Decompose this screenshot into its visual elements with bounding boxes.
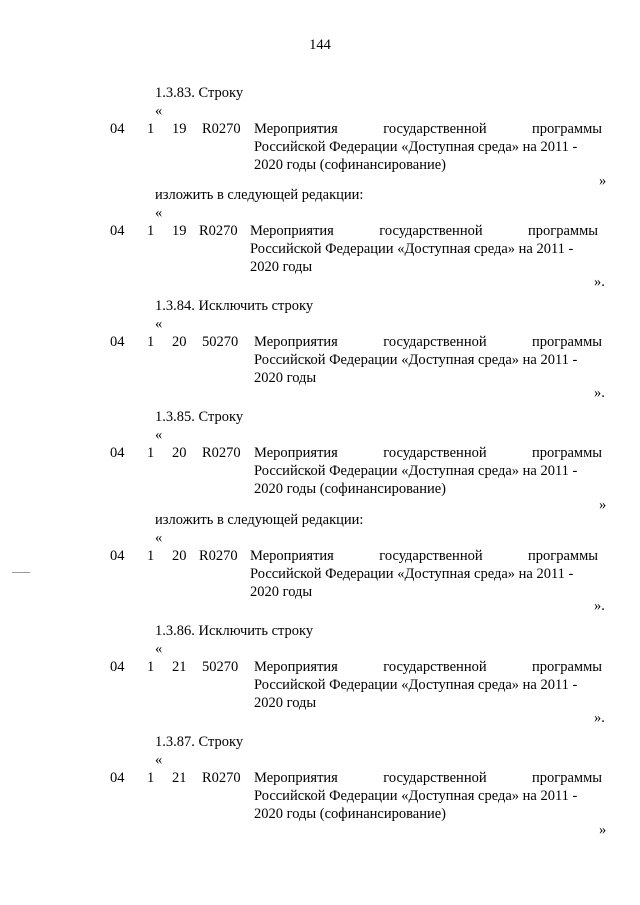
open-quote: «: [155, 316, 163, 332]
code-section: 1: [147, 334, 155, 350]
close-quote: ».: [594, 274, 605, 290]
row-description: Мероприятия государственной программы Российской Федерации «Доступная среда» на 2011 - 2020 годы (софинансирование): [254, 121, 602, 173]
table-row: [0, 222, 640, 276]
close-quote: ».: [594, 385, 605, 401]
row-description: Мероприятия государственной программы Российской Федерации «Доступная среда» на 2011 - 2020 годы: [254, 334, 602, 386]
open-quote: «: [155, 641, 163, 657]
code-target: R0270: [202, 770, 241, 786]
row-description: Мероприятия государственной программы Российской Федерации «Доступная среда» на 2011 - 2020 годы (софинансирование): [254, 445, 602, 497]
code-subsection: 20: [172, 548, 187, 564]
open-quote: «: [155, 530, 163, 546]
block-heading: изложить в следующей редакции:: [155, 187, 364, 203]
code-target: 50270: [202, 659, 239, 675]
code-chapter: 04: [110, 121, 125, 137]
table-row: [0, 444, 640, 498]
code-subsection: 21: [172, 770, 187, 786]
code-target: 50270: [202, 334, 239, 350]
code-chapter: 04: [110, 445, 125, 461]
code-chapter: 04: [110, 548, 125, 564]
code-section: 1: [147, 223, 155, 239]
close-quote: ».: [594, 598, 605, 614]
block-heading: изложить в следующей редакции:: [155, 512, 364, 528]
code-chapter: 04: [110, 334, 125, 350]
code-subsection: 19: [172, 121, 187, 137]
row-description: Мероприятия государственной программы Российской Федерации «Доступная среда» на 2011 - 2020 годы: [254, 659, 602, 711]
close-quote: »: [599, 173, 607, 189]
code-section: 1: [147, 659, 155, 675]
code-target: R0270: [202, 445, 241, 461]
code-target: R0270: [199, 223, 238, 239]
block-heading: 1.3.84. Исключить строку: [155, 298, 314, 314]
block-heading: 1.3.83. Строку: [155, 85, 244, 101]
row-description: Мероприятия государственной программы Российской Федерации «Доступная среда» на 2011 - 2020 годы: [250, 223, 598, 275]
code-section: 1: [147, 548, 155, 564]
margin-mark: [12, 572, 30, 573]
code-section: 1: [147, 770, 155, 786]
open-quote: «: [155, 752, 163, 768]
table-row: [0, 547, 640, 601]
code-target: R0270: [199, 548, 238, 564]
row-description: Мероприятия государственной программы Российской Федерации «Доступная среда» на 2011 - 2020 годы (софинансирование): [254, 770, 602, 822]
code-section: 1: [147, 445, 155, 461]
table-row: [0, 333, 640, 387]
code-subsection: 20: [172, 445, 187, 461]
code-subsection: 19: [172, 223, 187, 239]
code-target: R0270: [202, 121, 241, 137]
code-section: 1: [147, 121, 155, 137]
code-chapter: 04: [110, 770, 125, 786]
table-row: [0, 658, 640, 712]
row-description: Мероприятия государственной программы Российской Федерации «Доступная среда» на 2011 - 2020 годы: [250, 548, 598, 600]
close-quote: »: [599, 822, 607, 838]
table-row: [0, 769, 640, 823]
block-heading: 1.3.86. Исключить строку: [155, 623, 314, 639]
block-heading: 1.3.85. Строку: [155, 409, 244, 425]
code-subsection: 20: [172, 334, 187, 350]
code-chapter: 04: [110, 223, 125, 239]
open-quote: «: [155, 427, 163, 443]
page-number: 144: [309, 37, 331, 53]
table-row: [0, 120, 640, 174]
open-quote: «: [155, 205, 163, 221]
close-quote: »: [599, 497, 607, 513]
open-quote: «: [155, 103, 163, 119]
code-subsection: 21: [172, 659, 187, 675]
close-quote: ».: [594, 710, 605, 726]
block-heading: 1.3.87. Строку: [155, 734, 244, 750]
code-chapter: 04: [110, 659, 125, 675]
